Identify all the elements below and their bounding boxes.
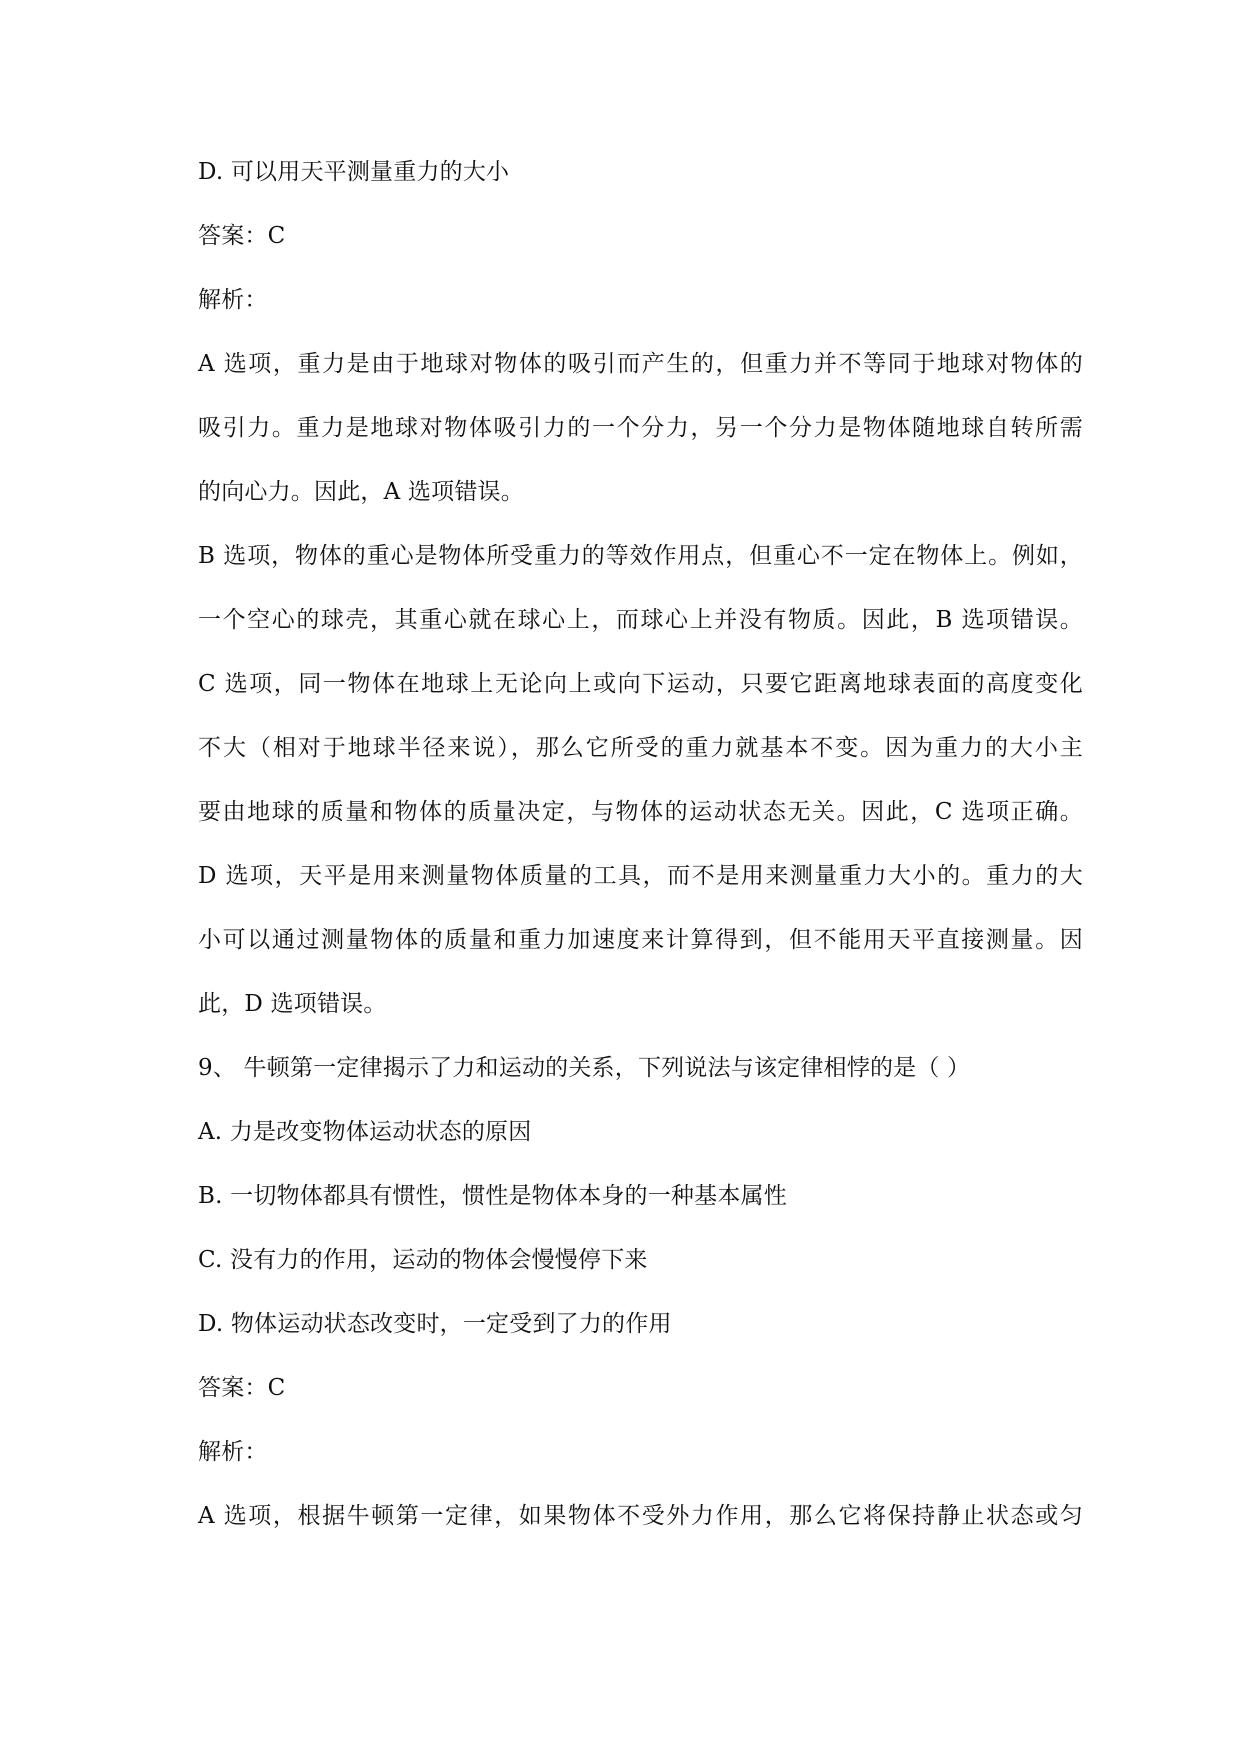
option-a-line: A. 力是改变物体运动状态的原因: [198, 1119, 532, 1145]
analysis-text-line: 的向心力。因此，A 选项错误。: [198, 479, 524, 505]
answer-line: 答案：C: [198, 223, 286, 249]
analysis-text-line: 吸引力。重力是地球对物体吸引力的一个分力，另一个分力是物体随地球自转所需: [198, 415, 1083, 441]
analysis-text-line: A 选项，重力是由于地球对物体的吸引而产生的，但重力并不等同于地球对物体的: [198, 351, 1083, 377]
analysis-text-line: C 选项，同一物体在地球上无论向上或向下运动，只要它距离地球表面的高度变化: [198, 671, 1083, 697]
analysis-heading: 解析：: [198, 287, 268, 313]
analysis-text-line: A 选项，根据牛顿第一定律，如果物体不受外力作用，那么它将保持静止状态或匀: [198, 1503, 1083, 1529]
analysis-heading: 解析：: [198, 1439, 268, 1465]
analysis-text-line: 一个空心的球壳，其重心就在球心上，而球心上并没有物质。因此，B 选项错误。: [198, 607, 1083, 633]
analysis-text-line: D 选项，天平是用来测量物体质量的工具，而不是用来测量重力大小的。重力的大: [198, 863, 1083, 889]
analysis-text-line: 小可以通过测量物体的质量和重力加速度来计算得到，但不能用天平直接测量。因: [198, 927, 1083, 953]
analysis-text-line: 不大（相对于地球半径来说），那么它所受的重力就基本不变。因为重力的大小主: [198, 735, 1083, 761]
analysis-text-line: 此，D 选项错误。: [198, 991, 387, 1017]
option-d-line: D. 物体运动状态改变时，一定受到了力的作用: [198, 1311, 672, 1337]
option-b-line: B. 一切物体都具有惯性，惯性是物体本身的一种基本属性: [198, 1183, 787, 1209]
analysis-text-line: 要由地球的质量和物体的质量决定，与物体的运动状态无关。因此，C 选项正确。: [198, 799, 1083, 825]
option-d-line: D. 可以用天平测量重力的大小: [198, 159, 510, 185]
text-column: [198, 140, 1083, 1548]
option-c-line: C. 没有力的作用，运动的物体会慢慢停下来: [198, 1247, 648, 1273]
question-9-stem: 9、 牛顿第一定律揭示了力和运动的关系，下列说法与该定律相悖的是（ ）: [198, 1055, 971, 1081]
answer-line: 答案：C: [198, 1375, 286, 1401]
analysis-text-line: B 选项，物体的重心是物体所受重力的等效作用点，但重心不一定在物体上。例如，: [198, 543, 1083, 569]
